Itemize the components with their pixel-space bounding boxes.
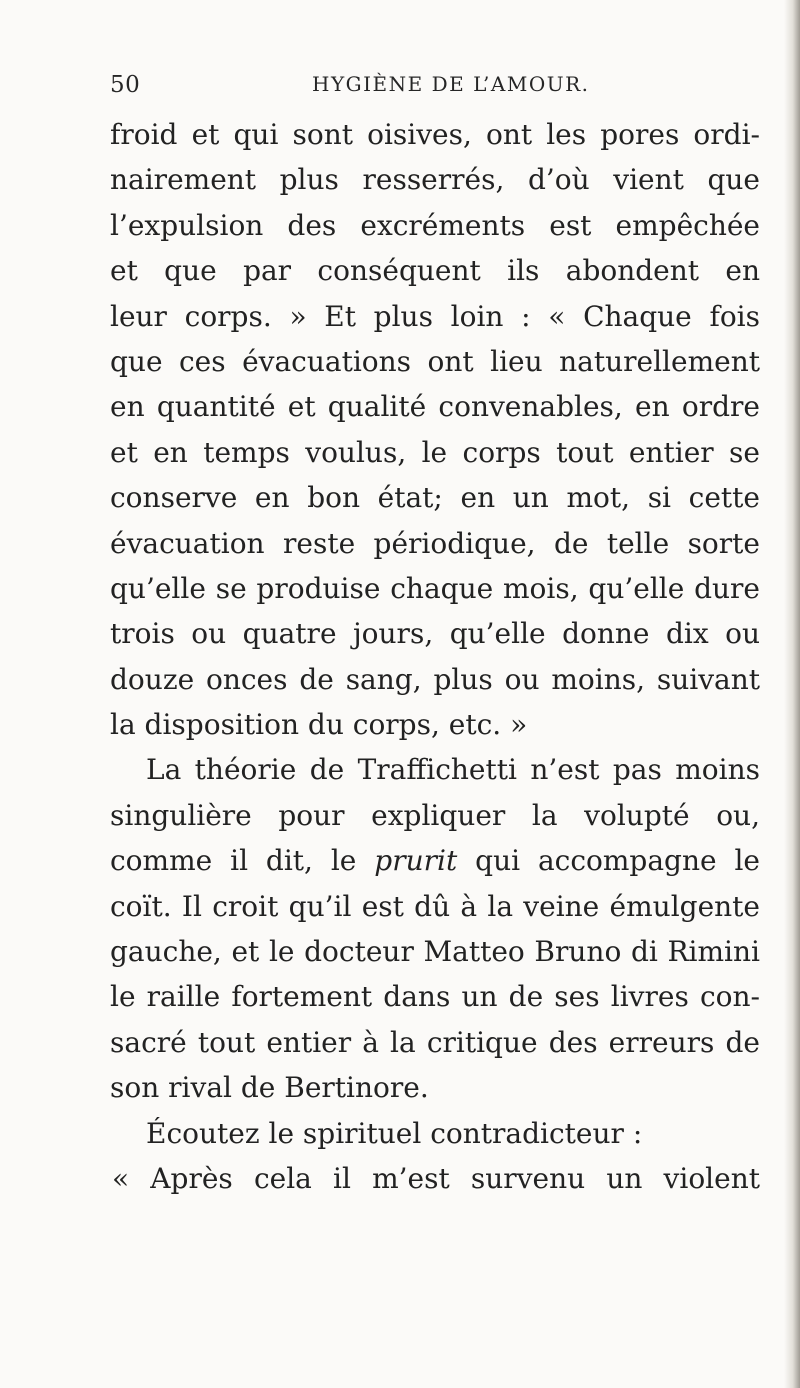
text-line: gauche, et le docteur Matteo Bruno di Rimini: [110, 935, 760, 969]
text-line: nairement plus resserrés, d’où vient que: [110, 163, 760, 197]
italic-term: prurit: [374, 844, 458, 878]
text-line: évacuation reste périodique, de telle sorte: [110, 526, 760, 560]
paragraph-start-line: Écoutez le spirituel contradicteur :: [146, 1116, 643, 1150]
page-number: 50: [110, 72, 141, 98]
text-line: trois ou quatre jours, qu’elle donne dix ou: [110, 617, 760, 651]
text-line: sacré tout entier à la critique des erreurs de: [110, 1025, 760, 1059]
paragraph-start-line: La théorie de Traffichetti n’est pas moins: [146, 753, 760, 787]
text-line: qu’elle se produise chaque mois, qu’elle dure: [110, 571, 760, 605]
quote-start-line: « Après cela il m’est survenu un violent: [112, 1161, 760, 1195]
running-head: HYGIÈNE DE L’AMOUR.: [312, 72, 590, 96]
text-line-with-italic: [110, 838, 760, 883]
text-line: en quantité et qualité convenables, en ordre: [110, 390, 760, 424]
text-line: la disposition du corps, etc. »: [110, 708, 528, 742]
text-line: leur corps. » Et plus loin : « Chaque fois: [110, 299, 760, 333]
text-line: et que par conséquent ils abondent en: [110, 254, 760, 288]
text-line: douze onces de sang, plus ou moins, suivant: [110, 662, 760, 696]
page-edge-shadow: [784, 0, 800, 1388]
text-segment: qui accompagne le: [475, 844, 760, 878]
body-text: [110, 112, 760, 1201]
text-line: coït. Il croit qu’il est dû à la veine émulgente: [110, 889, 760, 923]
text-line: et en temps voulus, le corps tout entier se: [110, 435, 760, 469]
text-line: que ces évacuations ont lieu naturellement: [110, 344, 760, 378]
page-header: [0, 72, 800, 112]
text-segment: comme il dit, le: [110, 844, 357, 878]
text-line: l’expulsion des excréments est empêchée: [110, 208, 760, 242]
text-line: le raille fortement dans un de ses livres con-: [110, 980, 760, 1014]
text-line: singulière pour expliquer la volupté ou,: [110, 798, 760, 832]
text-line: froid et qui sont oisives, ont les pores ordi-: [110, 118, 760, 151]
text-line: son rival de Bertinore.: [110, 1071, 429, 1105]
text-line: conserve en bon état; en un mot, si cette: [110, 481, 760, 515]
